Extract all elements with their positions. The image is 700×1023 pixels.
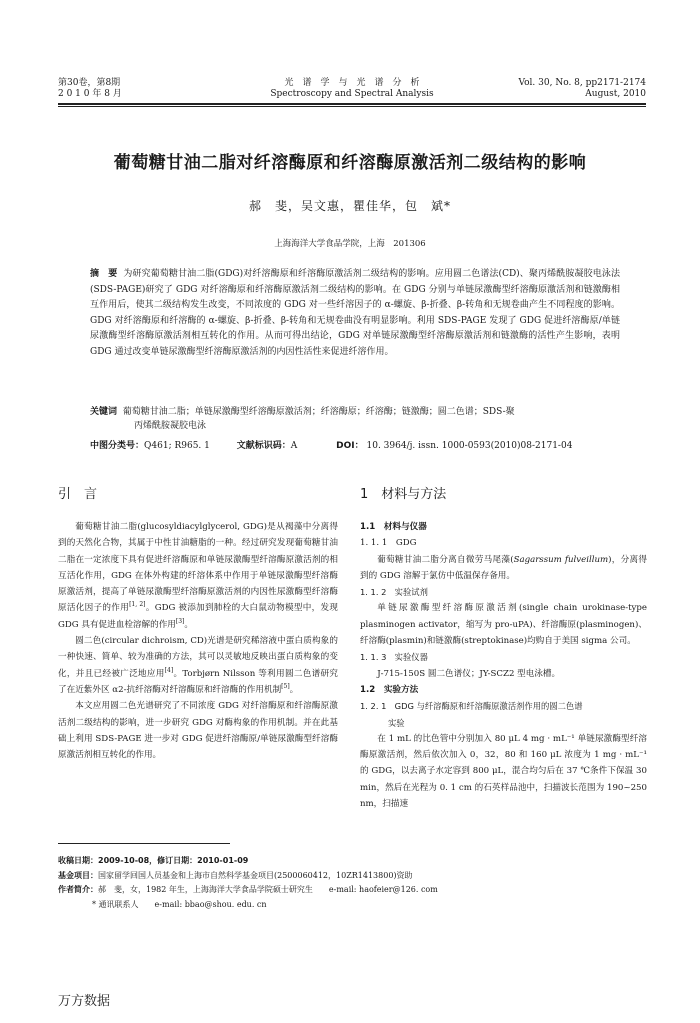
intro-body — [58, 519, 338, 763]
journal-header — [58, 78, 646, 102]
left-column — [58, 487, 338, 763]
volume-pages: Vol. 30, No. 8, pp2171-2174 — [518, 78, 646, 88]
citation: [4] — [164, 666, 174, 674]
subsubsection-heading: 1. 1. 3 实验仪器 — [360, 652, 428, 663]
funding — [58, 869, 646, 884]
intro-paragraph — [58, 519, 338, 633]
citation: [1, 2] — [129, 601, 146, 609]
funding-label: 基金项目： — [58, 870, 98, 880]
keywords-label: 关键词 — [90, 407, 118, 417]
bio-text: 郝 斐，女，1982 年生，上海海洋大学食品学院硕士研究生 e-mail: haofeier@126. com — [98, 885, 438, 894]
gdg-text-a: 葡萄糖甘油二脂分离自微劳马尾藻( — [377, 554, 514, 565]
citation: [3] — [175, 617, 185, 625]
methods-body — [360, 519, 647, 812]
intro-p1-text-b: 。GDG 被添加到肺栓的大白鼠动物模型中，发现 GDG 具有促进血栓溶解的作用 — [58, 603, 338, 630]
subsubsection-heading: 1. 1. 2 实验试剂 — [360, 587, 428, 598]
doi-value: 10. 3964/j. issn. 1000-0593(2010)08-2171-04 — [366, 441, 573, 451]
footnote-rule — [58, 843, 230, 844]
keywords-line1: 葡萄糖甘油二脂；单链尿激酶型纤溶酶原激活剂；纤溶酶原；纤溶酶；链激酶；圆二色谱；SDS-聚 — [122, 407, 515, 417]
footnotes — [58, 854, 646, 912]
subsubsection-heading: 1. 2. 1 GDG 与纤溶酶原和纤溶酶原激活剂作用的圆二色谱 — [360, 701, 583, 712]
clc-value: Q461; R965. 1 — [144, 441, 210, 451]
intro-paragraph: 本文应用圆二色光谱研究了不同浓度 GDG 对纤溶酶原和纤溶酶原激活剂二级结构的影响，进一步研究 GDG 对酶构象的作用机制。并在此基础上利用 SDS-PAGE 进一步对 GDG 促进纤溶酶原/单链尿激酶型纤溶酶原激活剂相互转化的作用。 — [58, 701, 338, 761]
right-column — [360, 487, 647, 812]
classification-line — [90, 440, 620, 452]
abstract-label: 摘 要 — [90, 269, 118, 279]
journal-name-cn: 光 谱 学 与 光 谱 分 析 — [284, 78, 420, 88]
methods-paragraph — [360, 552, 647, 585]
keywords-line2: 丙烯酰胺凝胶电泳 — [134, 421, 207, 431]
citation: [5] — [281, 683, 290, 691]
abstract-text: 为研究葡萄糖甘油二脂(GDG)对纤溶酶原和纤溶酶原激活剂二级结构的影响。应用圆二色谱法(CD)、聚丙烯酰胺凝胶电泳法(SDS-PAGE)研究了 GDG 对纤溶酶原和纤溶酶原激活剂二级结构的影响。在 GDG 分别与单链尿激酶型纤溶酶原激活剂和链激酶相互作用后，使其二级结构发生改变，不同浓度的 GDG 对一些纤溶因子的 α-螺旋、β-折叠、β-转角和无规卷曲产生不同程度的影响。GDG 对纤溶酶原和纤溶酶的 α-螺旋、β-折叠、β-转角和无规卷曲没有明显影响。利用 SDS-PAGE 发现了 GDG 促进纤溶酶原/单链尿激酶型纤溶酶原激活剂相互转化的作用。从而可得出结论，GDG 对单链尿激酶型纤溶酶原激活剂和链激酶的活性产生影响，表明 GDG 通过改变单链尿激酶型纤溶酶原激活剂的内因性活性来促进纤溶作用。 — [90, 269, 620, 357]
author-list: 郝 斐，吴文惠，瞿佳华，包 斌* — [248, 199, 451, 213]
species-name: Sagarssum fulveillum — [513, 554, 609, 565]
intro-paragraph — [58, 633, 338, 698]
funding-text: 国家留学回国人员基金和上海市自然科学基金项目(2500060412，10ZR1413800)资助 — [98, 870, 413, 880]
subsection-heading: 1.2 实验方法 — [360, 684, 419, 695]
intro-p2-text-c: 。 — [289, 684, 299, 695]
intro-p2-text-b: 。Torbjørn Nilsson 等利用圆二色谱研究了在近紫外区 α2-抗纤溶酶对纤溶酶原和纤溶酶的作用机制 — [58, 668, 338, 695]
intro-p1-text: 葡萄糖甘油二脂(glucosyldiacylglycerol, GDG)是从褐藻中分离得到的天然化合物，其属于中性甘油糖脂的一种。经过研究发现葡萄糖甘油二脂在一定浓度下具有促进纤溶酶原和单链尿激酶型纤溶酶原激活剂的相互活化作用，GDG 在体外构建的纤溶体系中作用于单链尿激酶型纤溶酶原激活剂，提高了单链尿激酶型纤溶酶原激活剂的内因性尿激酶型纤溶酶原活化因子的作用 — [58, 522, 338, 614]
page-info — [518, 78, 646, 100]
abstract — [90, 267, 620, 360]
author-bio — [58, 883, 646, 898]
header-rule — [58, 103, 646, 105]
journal-name-en: Spectroscopy and Spectral Analysis — [270, 89, 434, 99]
received-date — [58, 854, 646, 869]
intro-p1-text-c: 。 — [184, 619, 193, 630]
keywords — [90, 405, 620, 433]
issue-date: 2 0 1 0 年 8 月 — [58, 89, 122, 99]
intro-heading: 引 言 — [58, 487, 98, 502]
intro-p2-text: 圆二色(circular dichroism, CD)光谱是研究稀溶液中蛋白质构象的一种快速、简单、较为准确的方法，其可以灵敏地反映出蛋白质构象的变化，并且已经被广泛地应用 — [58, 636, 338, 679]
watermark: 万方数据 — [58, 994, 111, 1009]
subsection-heading: 1.1 材料与仪器 — [360, 522, 427, 532]
article-title: 葡萄糖甘油二脂对纤溶酶原和纤溶酶原激活剂二级结构的影响 — [113, 153, 587, 173]
methods-paragraph: 单链尿激酶型纤溶酶原激活剂(single chain urokinase-type plasminogen activator，缩写为 pro-uPA)、纤溶酶原(plasminogen)、纤溶酶(plasmin)和链激酶(streptokinase)均购自于美国 sigma 公司。 — [360, 603, 647, 647]
methods-paragraph: 在 1 mL 的比色管中分别加入 80 μL 4 mg · mL⁻¹ 单链尿激酶型纤溶酶原激活剂，然后依次加入 0，32，80 和 160 μL 浓度为 1 mg · mL⁻¹ 的 GDG，以去离子水定容到 800 μL，混合均匀后在 37 ℃条件下保温 30 min，然后在光程为 0. 1 cm 的石英样品池中，扫描波长范围为 190~250 nm，扫描速 — [360, 733, 647, 810]
doc-code-label: 文献标识码： — [236, 441, 291, 451]
header-rule-thin — [58, 106, 646, 107]
corresponding-author: * 通讯联系人 e-mail: bbao@shou. edu. cn — [92, 899, 267, 909]
publication-month: August, 2010 — [585, 89, 646, 99]
bio-label: 作者简介： — [58, 885, 98, 894]
clc-label: 中图分类号： — [90, 441, 145, 451]
doi-label: DOI： — [336, 441, 364, 451]
received-text: 收稿日期：2009-10-08，修订日期：2010-01-09 — [58, 856, 249, 865]
affiliation: 上海海洋大学食品学院，上海 201306 — [274, 239, 426, 249]
doc-code-value: A — [290, 441, 298, 451]
methods-heading: 1 材料与方法 — [360, 487, 447, 502]
gdg-text-b: )，分离得到的 GDG 溶解于氯仿中低温保存备用。 — [360, 554, 647, 581]
issue-volume: 第30卷，第8期 — [58, 78, 121, 88]
subsubsection-heading-cont: 实验 — [388, 717, 405, 728]
methods-paragraph: J-715-150S 圆二色谱仪；JY-SCZ2 型电泳槽。 — [377, 668, 561, 679]
subsubsection-heading: 1. 1. 1 GDG — [360, 538, 417, 549]
